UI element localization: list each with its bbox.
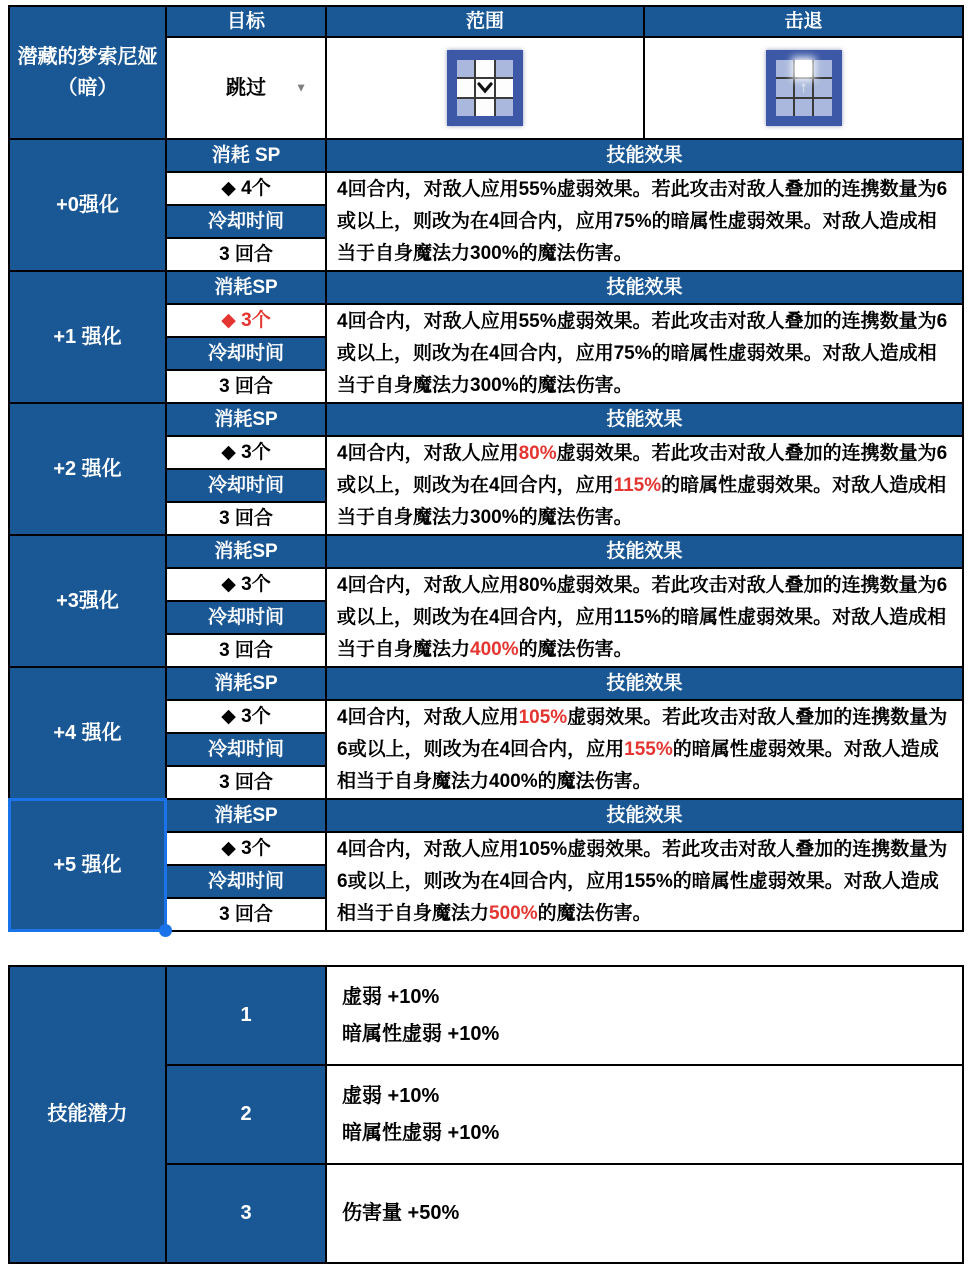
skill-effect-header: 技能效果 — [327, 272, 964, 305]
weaken-percent: 55% — [518, 310, 557, 332]
enhancement-level-block — [10, 800, 964, 932]
potential-rank-cell — [167, 1165, 327, 1264]
level-label: +4 强化 — [53, 721, 122, 744]
cooldown-value: 3 回合 — [167, 767, 327, 800]
dark-weaken-percent: 155% — [624, 738, 673, 760]
cooldown-header: 冷却时间 — [167, 206, 327, 239]
skill-table — [8, 5, 964, 932]
enhancement-level-block — [10, 272, 964, 404]
cooldown-header: 冷却时间 — [167, 470, 327, 503]
range-grid-icon — [447, 50, 523, 126]
column-header-target: 目标 — [167, 7, 327, 38]
potential-rank-cell — [167, 1066, 327, 1165]
potential-effect-line: 暗属性虚弱 +10% — [342, 1121, 500, 1144]
level-label-cell[interactable] — [10, 800, 167, 932]
weaken-percent: 55% — [518, 178, 557, 200]
enhancement-level-block — [10, 140, 964, 272]
skill-effect-header: 技能效果 — [327, 404, 964, 437]
level-label-cell[interactable] — [10, 668, 167, 800]
sp-cost-value: ◆ 3个 — [167, 701, 327, 734]
potential-effect-line: 虚弱 +10% — [342, 1084, 440, 1107]
skill-effect-cell — [327, 305, 964, 404]
level-label: +1 强化 — [53, 325, 122, 348]
skill-effect-cell — [327, 569, 964, 668]
sp-cost-value: ◆ 3个 — [167, 569, 327, 602]
cooldown-header: 冷却时间 — [167, 338, 327, 371]
level-label-cell[interactable] — [10, 404, 167, 536]
sp-cost-header: 消耗SP — [167, 800, 327, 833]
enhancement-level-block — [10, 404, 964, 536]
unit-name-line1: 潜藏的梦索尼娅 — [17, 45, 158, 68]
skill-effect-header: 技能效果 — [327, 800, 964, 833]
weaken-percent: 105% — [518, 706, 568, 728]
knockback-grid — [776, 60, 832, 116]
sp-cost-header: 消耗SP — [167, 272, 327, 305]
dark-weaken-percent: 115% — [613, 606, 662, 628]
sp-cost-value: ◆ 3个 — [167, 305, 327, 338]
enhancement-level-block — [10, 668, 964, 800]
dark-weaken-percent: 115% — [613, 474, 662, 496]
skill-effect-text: 4回合内，对敌人应用105%虚弱效果。若此攻击对敌人叠加的连携数量为6或以上，则改为在4回合内，应用155%的暗属性虚弱效果。对敌人造成相当于自身魔法力500%的魔法伤害。 — [337, 838, 948, 924]
target-dropdown-value: 跳过 — [226, 76, 266, 99]
potential-effect-cell — [327, 1165, 964, 1264]
potential-rank: 3 — [240, 1202, 252, 1224]
selection-handle[interactable] — [159, 924, 172, 937]
cooldown-value: 3 回合 — [167, 503, 327, 536]
sp-cost-value: ◆ 4个 — [167, 173, 327, 206]
enhancement-level-block — [10, 536, 964, 668]
target-dropdown[interactable] — [167, 38, 327, 140]
unit-name-line2: （暗） — [57, 76, 118, 99]
cooldown-header: 冷却时间 — [167, 734, 327, 767]
level-label-cell[interactable] — [10, 140, 167, 272]
table-gap — [8, 932, 968, 965]
skill-effect-text: 4回合内，对敌人应用105%虚弱效果。若此攻击对敌人叠加的连携数量为6或以上，则改为在4回合内，应用155%的暗属性虚弱效果。对敌人造成相当于自身魔法力400%的魔法伤害。 — [337, 706, 948, 792]
skill-effect-header: 技能效果 — [327, 668, 964, 701]
cooldown-header: 冷却时间 — [167, 866, 327, 899]
skill-effect-text: 4回合内，对敌人应用80%虚弱效果。若此攻击对敌人叠加的连携数量为6或以上，则改为在4回合内，应用115%的暗属性虚弱效果。对敌人造成相当于自身魔法力300%的魔法伤害。 — [337, 442, 948, 528]
arrow-up-icon: ↑ — [795, 79, 812, 96]
skill-effect-cell — [327, 833, 964, 932]
potential-effect-lines — [342, 979, 499, 1053]
potential-effect-cell — [327, 967, 964, 1066]
cooldown-value: 3 回合 — [167, 635, 327, 668]
cooldown-value: 3 回合 — [167, 899, 327, 932]
skill-header-section — [10, 7, 964, 140]
dark-weaken-percent: 75% — [613, 210, 652, 232]
weaken-percent: 80% — [518, 574, 557, 596]
weaken-percent: 80% — [518, 442, 557, 464]
skill-effect-header: 技能效果 — [327, 536, 964, 569]
sp-cost-header: 消耗SP — [167, 404, 327, 437]
knockback-icon-cell — [645, 38, 964, 140]
knockback-grid-icon — [766, 50, 842, 126]
sp-cost-header: 消耗SP — [167, 536, 327, 569]
sp-cost-value: ◆ 3个 — [167, 833, 327, 866]
level-label: +5 强化 — [53, 853, 122, 876]
level-label-cell[interactable] — [10, 272, 167, 404]
potential-effect-line: 虚弱 +10% — [342, 985, 440, 1008]
cooldown-value: 3 回合 — [167, 371, 327, 404]
skill-effect-text: 4回合内，对敌人应用55%虚弱效果。若此攻击对敌人叠加的连携数量为6或以上，则改为在4回合内，应用75%的暗属性虚弱效果。对敌人造成相当于自身魔法力300%的魔法伤害。 — [337, 310, 948, 396]
sp-cost-value: ◆ 3个 — [167, 437, 327, 470]
cooldown-value: 3 回合 — [167, 239, 327, 272]
dark-weaken-percent: 75% — [613, 342, 652, 364]
sp-cost-header: 消耗SP — [167, 668, 327, 701]
potential-effect-lines — [342, 1195, 459, 1232]
skill-effect-header: 技能效果 — [327, 140, 964, 173]
enhancement-levels — [10, 140, 964, 932]
potential-effect-cell — [327, 1066, 964, 1165]
potential-rank: 2 — [240, 1103, 252, 1125]
level-label: +2 强化 — [53, 457, 122, 480]
skill-effect-cell — [327, 437, 964, 536]
potential-title-cell: 技能潜力 — [10, 967, 167, 1264]
level-label: +0强化 — [56, 193, 119, 216]
unit-name-cell — [10, 7, 167, 140]
range-icon-cell — [327, 38, 645, 140]
damage-percent: 300% — [470, 374, 519, 396]
potential-rank: 1 — [240, 1004, 252, 1026]
dark-weaken-percent: 155% — [624, 870, 673, 892]
cooldown-header: 冷却时间 — [167, 602, 327, 635]
skill-effect-cell — [327, 701, 964, 800]
level-label-cell[interactable] — [10, 536, 167, 668]
damage-percent: 400% — [470, 638, 519, 660]
chevron-down-icon — [476, 79, 494, 96]
potential-rank-cell — [167, 967, 327, 1066]
skill-effect-text: 4回合内，对敌人应用80%虚弱效果。若此攻击对敌人叠加的连携数量为6或以上，则改为在4回合内，应用115%的暗属性虚弱效果。对敌人造成相当于自身魔法力400%的魔法伤害。 — [337, 574, 948, 660]
column-header-knockback: 击退 — [645, 7, 964, 38]
dropdown-arrow-icon: ▼ — [295, 80, 307, 95]
column-header-range: 范围 — [327, 7, 645, 38]
damage-percent: 300% — [470, 242, 519, 264]
potential-effect-line: 暗属性虚弱 +10% — [342, 1022, 500, 1045]
level-label: +3强化 — [56, 589, 119, 612]
skill-effect-cell — [327, 173, 964, 272]
potential-effect-lines — [342, 1078, 499, 1152]
damage-percent: 300% — [470, 506, 519, 528]
range-grid — [457, 60, 513, 116]
damage-percent: 400% — [489, 770, 538, 792]
weaken-percent: 105% — [518, 838, 568, 860]
potential-effect-line: 伤害量 +50% — [342, 1202, 460, 1224]
damage-percent: 500% — [489, 902, 538, 924]
skill-potential-table — [8, 965, 964, 1264]
sp-cost-header: 消耗 SP — [167, 140, 327, 173]
skill-effect-text: 4回合内，对敌人应用55%虚弱效果。若此攻击对敌人叠加的连携数量为6或以上，则改为在4回合内，应用75%的暗属性虚弱效果。对敌人造成相当于自身魔法力300%的魔法伤害。 — [337, 178, 948, 264]
